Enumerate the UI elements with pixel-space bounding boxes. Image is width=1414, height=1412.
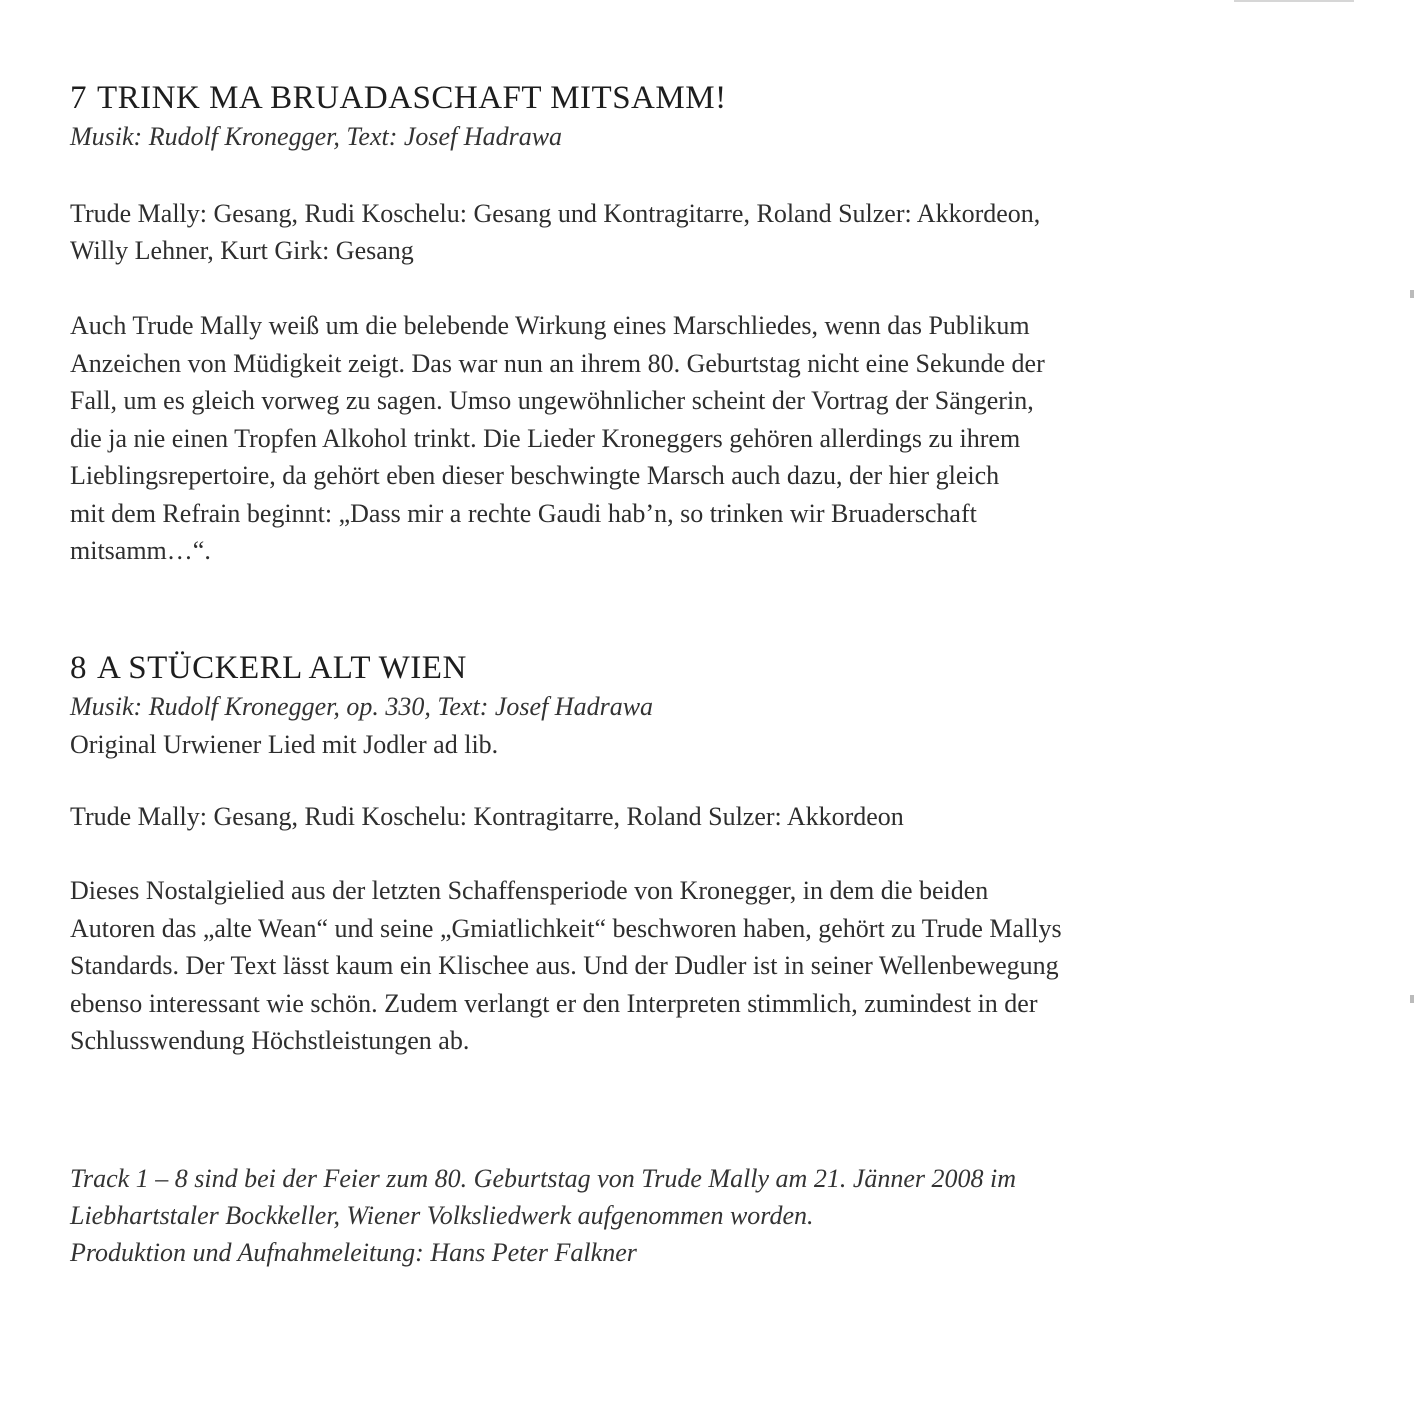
track-8-title: A STÜCKERL ALT WIEN <box>97 650 467 686</box>
track-7-section <box>70 78 1344 570</box>
scan-edge-mark <box>1410 290 1414 298</box>
track-8-description-line: Standards. Der Text lässt kaum ein Klischee aus. Und der Dudler ist in seiner Wellenbewegung <box>70 951 1059 980</box>
track-8-description-line: Dieses Nostalgielied aus der letzten Schaffensperiode von Kronegger, in dem die beiden <box>70 876 989 905</box>
track-8-heading <box>70 648 1344 688</box>
track-7-description-line: Fall, um es gleich vorweg zu sagen. Umso ungewöhnlicher scheint der Vortrag der Sängerin, <box>70 386 1034 415</box>
track-7-description <box>70 307 1344 570</box>
track-7-description-line: mitsamm…“. <box>70 536 211 565</box>
scan-edge-rule <box>1234 0 1354 2</box>
track-7-credits: Musik: Rudolf Kronegger, Text: Josef Hadrawa <box>70 122 563 151</box>
recording-footnote <box>70 1160 1016 1271</box>
track-7-description-line: Lieblingsrepertoire, da gehört eben dieser beschwingte Marsch auch dazu, der hier gleich <box>70 461 1000 490</box>
track-8-number: 8 <box>70 650 87 686</box>
footnote-line: Liebhartstaler Bockkeller, Wiener Volksliedwerk aufgenommen worden. <box>70 1201 814 1230</box>
footnote-line: Track 1 – 8 sind bei der Feier zum 80. Geburtstag von Trude Mally am 21. Jänner 2008 im <box>70 1164 1017 1193</box>
track-7-description-line: Auch Trude Mally weiß um die belebende Wirkung eines Marschliedes, wenn das Publikum <box>70 311 1030 340</box>
track-7-description-line: mit dem Refrain beginnt: „Dass mir a rechte Gaudi hab’n, so trinken wir Bruaderschaft <box>70 498 977 528</box>
track-8-section <box>70 648 1344 1060</box>
track-7-musicians <box>70 195 1344 269</box>
footnote-line: Produktion und Aufnahmeleitung: Hans Peter Falkner <box>70 1238 637 1267</box>
track-8-musicians <box>70 798 1344 835</box>
track-8-description <box>70 872 1344 1060</box>
track-7-title: TRINK MA BRUADASCHAFT MITSAMM! <box>97 80 727 116</box>
track-7-heading <box>70 78 1344 118</box>
track-7-description-line: die ja nie einen Tropfen Alkohol trinkt. Die Lieder Kroneggers gehören allerdings zu ihrem <box>70 423 1021 453</box>
track-7-musicians-line: Willy Lehner, Kurt Girk: Gesang <box>70 236 414 265</box>
scan-edge-mark <box>1410 995 1414 1003</box>
track-8-musicians-line: Trude Mally: Gesang, Rudi Koschelu: Kontragitarre, Roland Sulzer: Akkordeon <box>70 802 904 831</box>
track-7-description-line: Anzeichen von Müdigkeit zeigt. Das war nun an ihrem 80. Geburtstag nicht eine Sekunde der <box>70 348 1045 378</box>
track-8-description-line: ebenso interessant wie schön. Zudem verlangt er den Interpreten stimmlich, zumindest in der <box>70 988 1038 1018</box>
track-7-musicians-line: Trude Mally: Gesang, Rudi Koschelu: Gesang und Kontragitarre, Roland Sulzer: Akkordeon, <box>70 199 1041 228</box>
track-8-credits: Musik: Rudolf Kronegger, op. 330, Text: Josef Hadrawa <box>70 692 654 721</box>
track-8-description-line: Schlusswendung Höchstleistungen ab. <box>70 1026 470 1055</box>
track-8-description-line: Autoren das „alte Wean“ und seine „Gmiatlichkeit“ beschworen haben, gehört zu Trude Mallys <box>70 913 1062 943</box>
track-8-note: Original Urwiener Lied mit Jodler ad lib. <box>70 730 499 759</box>
track-7-number: 7 <box>70 80 87 116</box>
